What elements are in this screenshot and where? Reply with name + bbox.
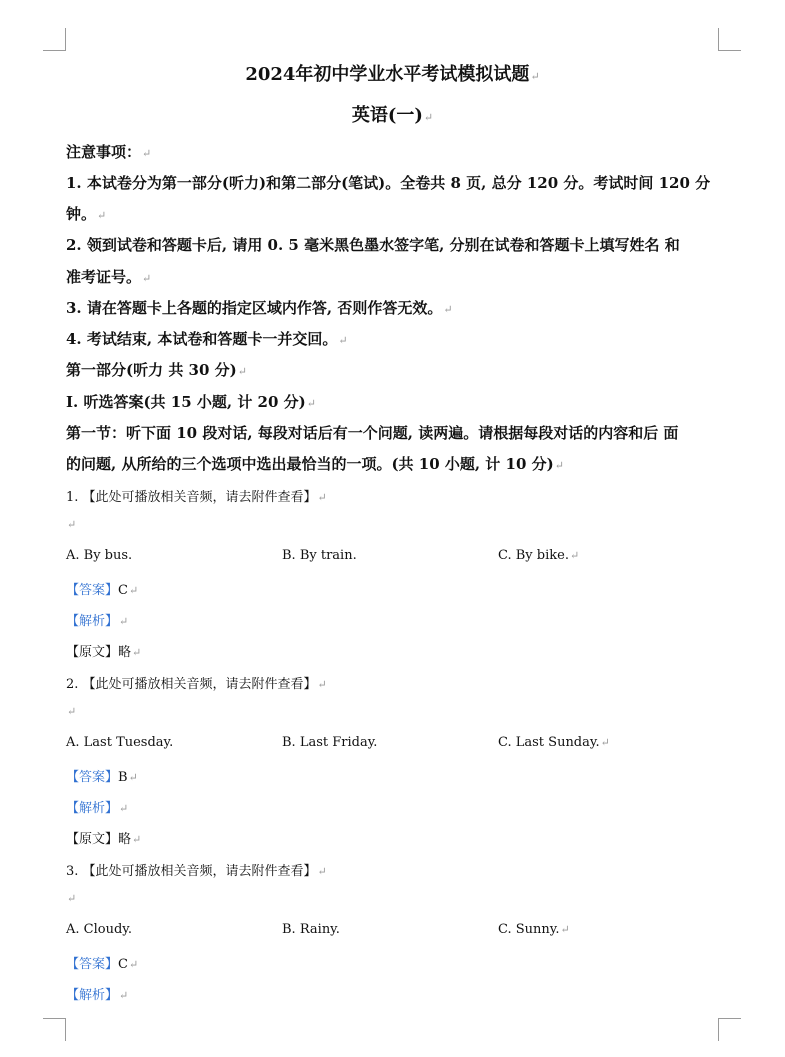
question-2-option-a: A. Last Tuesday.	[66, 735, 174, 750]
question-2-prompt: 2. 【此处可播放相关音频，请去附件查看】↵	[66, 677, 327, 692]
part-1-heading: 第一部分(听力 共 30 分)↵	[66, 361, 247, 379]
note-item-4: 4. 考试结束, 本试卷和答题卡一并交回。↵	[66, 330, 348, 348]
notes-heading: 注意事项：↵	[66, 143, 152, 161]
instructions-line-1: 第一节：听下面 10 段对话, 每段对话后有一个问题, 读两遍。请根据每段对话的内容和后 面	[66, 424, 679, 442]
empty-paragraph: ↵	[67, 892, 77, 905]
instructions-line-2: 的问题, 从所给的三个选项中选出最恰当的一项。(共 10 小题, 计 10 分)↵	[66, 455, 564, 473]
empty-paragraph: ↵	[67, 705, 77, 718]
question-1-option-b: B. By train.	[282, 548, 357, 563]
note-item-1-line-1: 1. 本试卷分为第一部分(听力)和第二部分(笔试)。全卷共 8 页, 总分 120 分。考试时间 120 分	[66, 174, 711, 192]
question-1-original: 【原文】略↵	[66, 645, 142, 660]
question-3-option-c: C. Sunny.↵	[498, 922, 570, 937]
crop-mark-bottom-right	[718, 1018, 741, 1041]
note-item-2-line-2: 准考证号。↵	[66, 268, 152, 286]
note-item-1-line-2: 钟。↵	[66, 205, 107, 223]
question-1-analysis: 【解析】↵	[66, 614, 129, 629]
crop-mark-bottom-left	[43, 1018, 66, 1041]
question-2-analysis: 【解析】↵	[66, 801, 129, 816]
question-1-answer: 【答案】C↵	[66, 583, 139, 598]
question-1-option-c: C. By bike.↵	[498, 548, 580, 563]
note-item-3: 3. 请在答题卡上各题的指定区域内作答, 否则作答无效。↵	[66, 299, 453, 317]
question-3-answer: 【答案】C↵	[66, 957, 139, 972]
question-2-option-c: C. Last Sunday.↵	[498, 735, 610, 750]
page-subtitle: 英语(一)↵	[351, 105, 434, 126]
question-3-analysis: 【解析】↵	[66, 988, 129, 1003]
note-item-2-line-1: 2. 领到试卷和答题卡后, 请用 0. 5 毫米黑色墨水签字笔, 分别在试卷和答题卡上填写姓名 和	[66, 236, 680, 254]
question-2-answer: 【答案】B↵	[66, 770, 138, 785]
question-3-option-a: A. Cloudy.	[66, 922, 133, 937]
question-1-prompt: 1. 【此处可播放相关音频，请去附件查看】↵	[66, 490, 327, 505]
empty-paragraph: ↵	[67, 518, 77, 531]
question-3-option-b: B. Rainy.	[282, 922, 340, 937]
question-2-original: 【原文】略↵	[66, 832, 142, 847]
page-title: 2024年初中学业水平考试模拟试题↵	[245, 64, 540, 85]
crop-mark-top-left	[43, 28, 66, 51]
question-3-prompt: 3. 【此处可播放相关音频，请去附件查看】↵	[66, 864, 327, 879]
question-2-option-b: B. Last Friday.	[282, 735, 378, 750]
crop-mark-top-right	[718, 28, 741, 51]
question-1-option-a: A. By bus.	[66, 548, 133, 563]
section-1-heading: I. 听选答案(共 15 小题, 计 20 分)↵	[66, 393, 316, 411]
